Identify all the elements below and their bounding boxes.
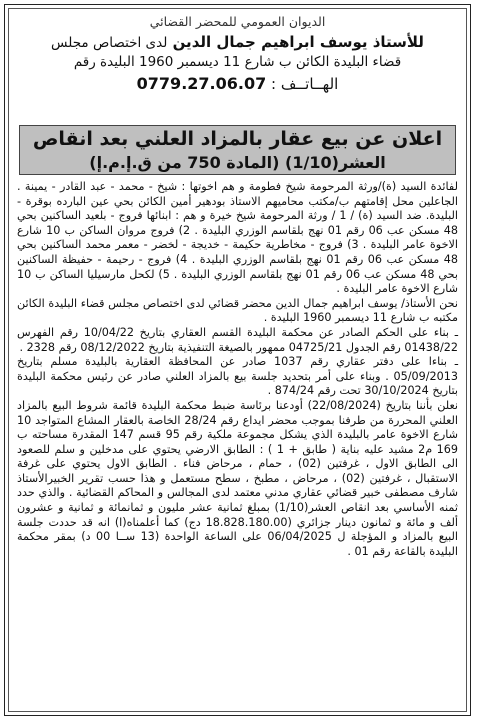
jurisdiction-text: لدى اختصاص مجلس: [51, 35, 168, 51]
announcement-title: اعلان عن بيع عقار بالمزاد العلني بعد انقاص: [32, 128, 443, 150]
phone-number: 0779.27.06.07: [136, 74, 267, 93]
announcement-banner: [19, 125, 456, 175]
bailiff-statement: نحن الأستاذ/ يوسف ابراهيم جمال الدين محضر قضائي لدى اختصاص مجلس قضاء البليدة الكائن مكتبه ب شارع 11 ديسمبر 1960 البليدة .: [17, 296, 458, 325]
bailiff-name: للأستاذ يوسف ابراهيم جمال الدين: [172, 33, 424, 51]
announcement-subtitle: العشر(1/10) (المادة 750 من ق.إ.م.إ): [89, 153, 386, 172]
bailiff-line: [9, 32, 466, 53]
notice-header: [9, 13, 466, 94]
legal-notice-page: [4, 4, 471, 716]
land-record-reference: ـ بناءا على دفتر عقاري رقم 1037 صادر عن المحافظة العقارية بالبليدة مسلم بتاريخ 05/09/2013 . وبناء على أمر بتحديد جلسة بيع بالمزاد العلني صادر عن رئيس محكمة البليدة بتاريخ 30/10/2024 تحت رقم 874/24 .: [17, 355, 458, 398]
judgment-reference: ـ بناء على الحكم الصادر عن محكمة البليدة القسم العقاري بتاريخ 10/04/22 رقم الفهرس 01438/22 رقم الجدول 04725/21 ممهور بالصيغة التنفيذية بتاريخ 08/12/2022 رقم 2328 .: [17, 325, 458, 354]
notice-body: [17, 180, 458, 559]
sale-details-paragraph: نعلن بأننا بتاريخ (22/08/2024) أودعنا برئاسة ضبط محكمة البليدة قائمة شروط البيع بالمزاد العلني المحررة من طرفنا بموجب محضر ايداع رقم 28/24 الخاصة بالعقار المشاع المتواجد 10 شارع الاخوة عامر بالبليدة الذي يشكل مجموعة ملكية رقم 95 قسم 147 المقدرة مساحته ب 169 م2 مشيد عليه بناية ( طابق + 1 ) : الطابق الارضي يحتوي على مدخلين و سلم للصعود الى الطابق الاول ، غرفتين (02) ، حمام ، مرحاض فناء . الطابق الاول يحتوي على غرفة الاستقبال ، غرفتين (02) ، مرحاض ، مطبخ ، سطح مستعمل و هذا حسب تقرير الخبيرالأستاذ شارف مصطفى خبير قضائي عقاري مدني معتمد لدى المجالس و المحاكم القضائية . والذي حدد ثمنه الأساسي بعد انقاص العشر(1/10) بمبلغ ثمانية عشر مليون و ثمانمائة و ثمانية و عشرون ألف و مائة و ثمانون دينار جزائري (18.828.180.00 دج) كما أعلمناه(ا) انه قد حددت جلسة البيع بالمزاد و المؤجلة ل 06/04/2025 على الساعة الواحدة (13 ســا 00 د) بمقر محكمة البليدة بالقاعة رقم 01 .: [17, 398, 459, 558]
notice-inner-frame: [8, 8, 467, 712]
parties-paragraph: لفائدة السيد (ة)/ورثة المرحومة شيخ فطومة و هم اخوتها : شيخ - محمد - عبد القادر - يمينة . الجاعلين محل إقامتهم ب/مكتب محاميهم الاستاذ بودهير أمين الكائن بحي عين البارده بوقرة - البليدة. ضد السيد (ة) / 1 / ورثة المرحومة شيخ خيرة و هم : ابنائها فروج - بلعيد الساكنين بحي 48 مسكن عب 06 رقم 01 نهج بلقاسم الوزري البليدة . 2) فروج مروان الساكن ب 10 شارع الاخوة عامر البليدة . 3) فروج - مخاطرية حكيمة - خديجة - لخضر - معمر محمد الساكنين بحي 48 مسكن عب 06 رقم 01 نهج بلقاسم الوزري البليدة . 4) فروج - رحيمة - حفيظة الساكنين بحي 48 مسكن عب 06 رقم 01 نهج بلقاسم الوزري البليدة . 5) لكحل مارسيليا الساكن ب 10 شارع الاخوة عامر البليدة .: [17, 180, 459, 296]
office-title: الديوان العمومي للمحضر القضائي: [149, 14, 326, 29]
phone-label: الهــاتــف :: [271, 75, 339, 93]
office-address: قضاء البليدة الكائن ب شارع 11 ديسمبر 1960 البليدة رقم: [73, 54, 402, 70]
phone-line: [9, 74, 466, 94]
